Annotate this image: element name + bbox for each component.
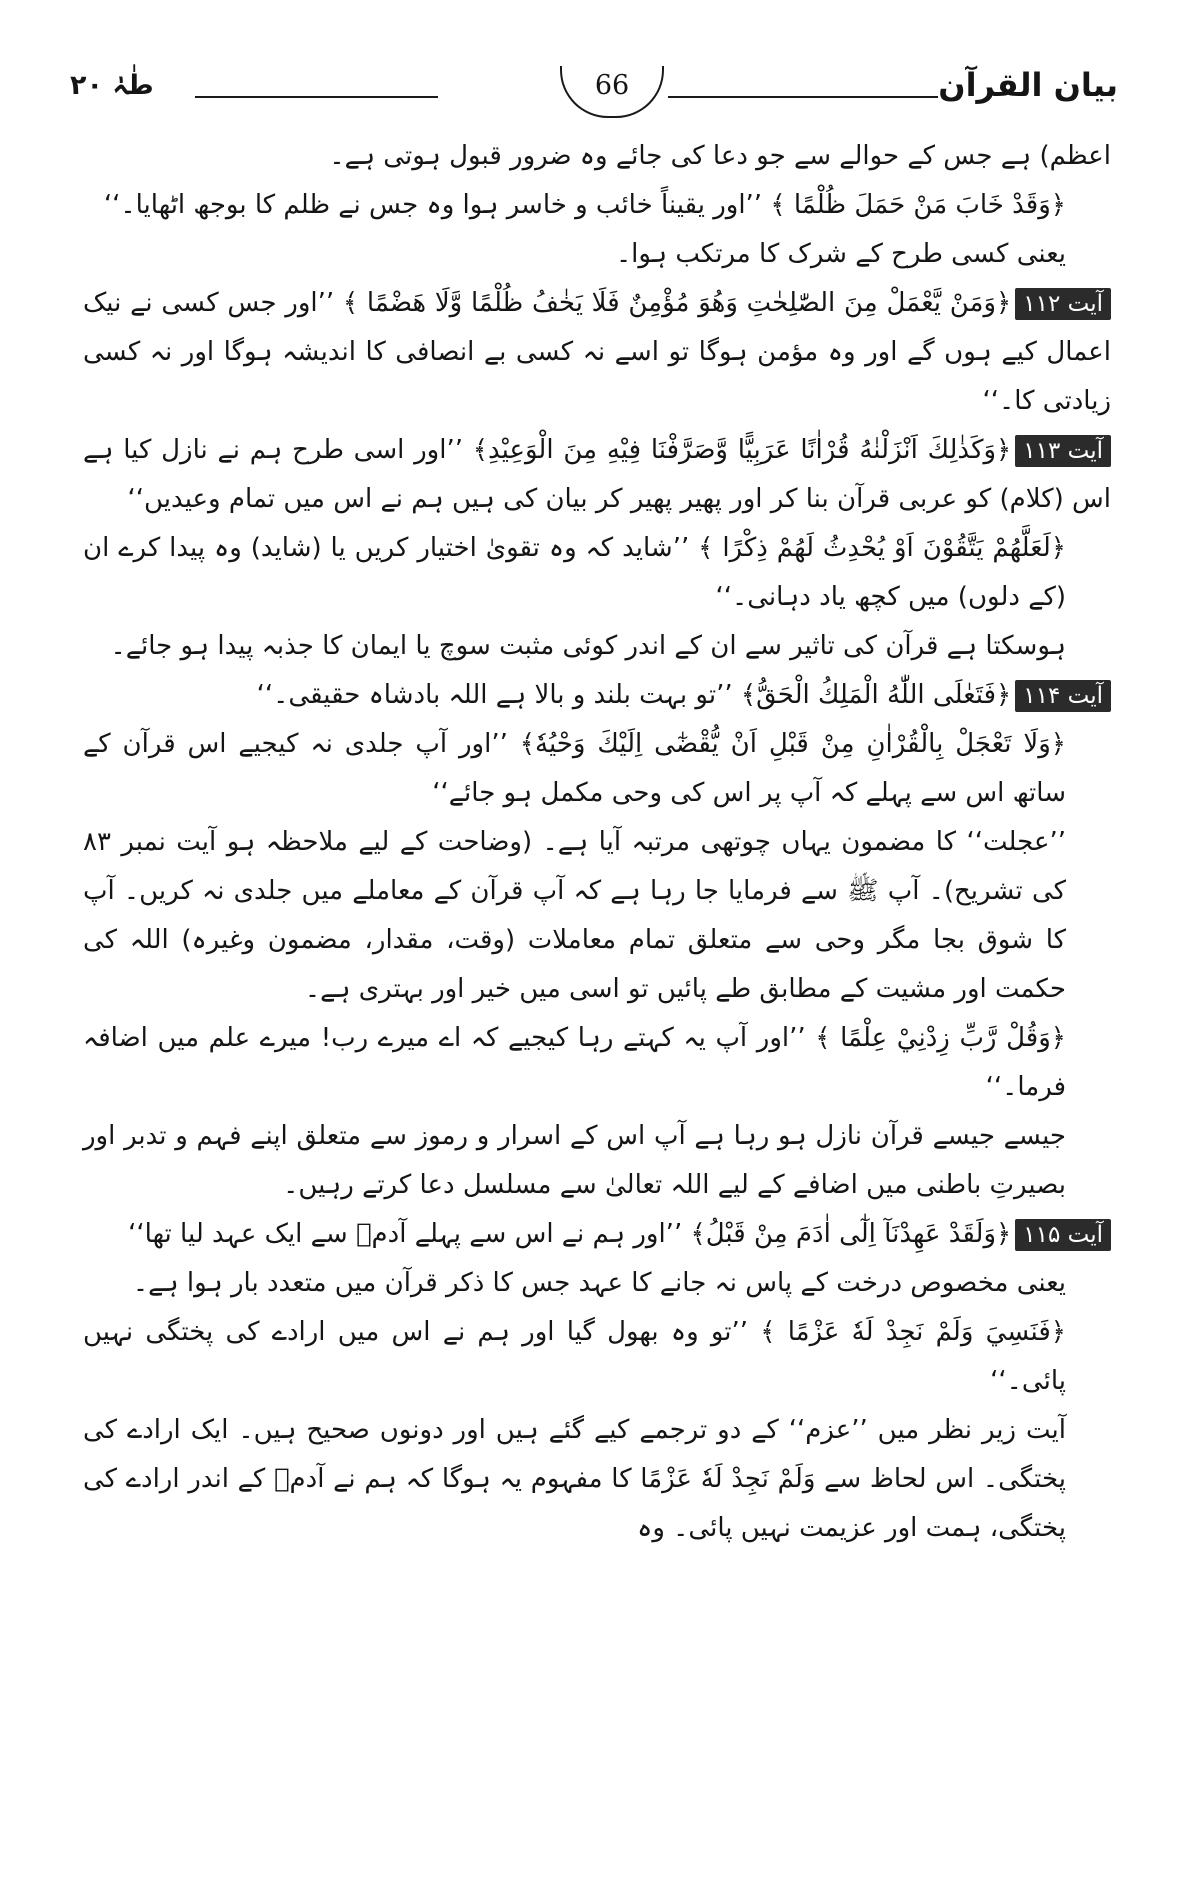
ayah-number-tag: آیت ۱۱۲ bbox=[1015, 288, 1111, 320]
text-line: جیسے جیسے قرآن نازل ہو رہا ہے آپ اس کے اسرار و رموز سے متعلق اپنے فہم و تدبر اور بصیرتِ باطنی میں اضافے کے لیے اللہ تعالیٰ سے مسلسل دعا کرتے رہیں۔ bbox=[83, 1121, 1066, 1200]
text-line: یعنی مخصوص درخت کے پاس نہ جانے کا عہد جس کا ذکر قرآن میں متعدد بار ہوا ہے۔ bbox=[132, 1268, 1066, 1298]
text-line: ہوسکتا ہے قرآن کی تاثیر سے ان کے اندر کوئی مثبت سوچ یا ایمان کا جذبہ پیدا ہو جائے۔ bbox=[110, 631, 1066, 661]
text-line: ﴿وَقَدْ خَابَ مَنْ حَمَلَ ظُلْمًا ﴾ ’’اور یقیناً خائب و خاسر ہوا وہ جس نے ظلم کا بوجھ اٹھایا۔‘‘ bbox=[103, 190, 1066, 220]
text-line: یعنی کسی طرح کے شرک کا مرتکب ہوا۔ bbox=[615, 239, 1066, 269]
text-line: ﴿وَلَا تَعْجَلْ بِالْقُرْاٰنِ مِنْ قَبْلِ اَنْ يُّقْضٰٓى اِلَيْكَ وَحْيُهٗ﴾ ’’اور آپ جلدی نہ کیجیے اس قرآن کے ساتھ اس سے پہلے کہ آپ پر اس کی وحی مکمل ہو جائے‘‘ bbox=[83, 729, 1066, 808]
ayah-number-tag: آیت ۱۱۵ bbox=[1015, 1219, 1111, 1251]
ayah-text: ﴿وَكَذٰلِكَ اَنْزَلْنٰهُ قُرْاٰنًا عَرَبِيًّا وَّصَرَّفْنَا فِيْهِ مِنَ الْوَعِيْدِ﴾ ’’اور اسی طرح ہم نے نازل کیا ہے اس (کلام) کو عربی قرآن بنا کر اور پھیر پھیر کر بیان کی ہیں ہم نے اس میں تمام وعیدیں‘‘ bbox=[83, 435, 1111, 514]
text-line: ﴿لَعَلَّهُمْ يَتَّقُوْنَ اَوْ يُحْدِثُ لَهُمْ ذِكْرًا ﴾ ’’شاید کہ وہ تقویٰ اختیار کریں یا (شاید) وہ پیدا کرے ان (کے دلوں) میں کچھ یاد دہانی۔‘‘ bbox=[83, 533, 1066, 612]
juz-label: طٰہٰ ۲۰ bbox=[70, 70, 154, 101]
ayah-paragraph bbox=[83, 426, 1111, 524]
text-line: آیت زیر نظر میں ’’عزم‘‘ کے دو ترجمے کیے گئے ہیں اور دونوں صحیح ہیں۔ ایک ارادے کی پختگی۔ اس لحاظ سے وَلَمْ نَجِدْ لَهٗ عَزْمًا کا مفہوم یہ ہوگا کہ ہم نے آدمؑ کے اندر ارادے کی پختگی، ہمت اور عزیمت نہیں پائی۔ وہ bbox=[83, 1415, 1066, 1543]
header-rule-right bbox=[668, 96, 938, 98]
ayah-paragraph bbox=[83, 671, 1111, 720]
page-body bbox=[83, 132, 1111, 1553]
page-number: 66 bbox=[560, 66, 664, 118]
ayah-number-tag: آیت ۱۱۴ bbox=[1015, 680, 1111, 712]
text-line: ﴿فَنَسِيَ وَلَمْ نَجِدْ لَهٗ عَزْمًا ﴾ ’’تو وہ بھول گیا اور ہم نے اس میں ارادے کی پختگی نہیں پائی۔‘‘ bbox=[83, 1317, 1066, 1396]
ayah-text: ﴿فَتَعٰلَى اللّٰهُ الْمَلِكُ الْحَقُّ﴾ ’’تو بہت بلند و بالا ہے اللہ بادشاہ حقیقی۔‘‘ bbox=[256, 680, 1012, 710]
ayah-text: ﴿وَمَنْ يَّعْمَلْ مِنَ الصّٰلِحٰتِ وَهُوَ مُؤْمِنٌ فَلَا يَخٰفُ ظُلْمًا وَّلَا هَضْمًا ﴾ ’’اور جس کسی نے نیک اعمال کیے ہوں گے اور وہ مؤمن ہوگا تو اسے نہ کسی بے انصافی کا اندیشہ ہوگا اور نہ کسی زیادتی کا۔‘‘ bbox=[83, 288, 1111, 416]
text-line: ’’عجلت‘‘ کا مضمون یہاں چوتھی مرتبہ آیا ہے۔ (وضاحت کے لیے ملاحظہ ہو آیت نمبر ۸۳ کی تشریح)۔ آپ ﷺ سے فرمایا جا رہا ہے کہ آپ قرآن کے معاملے میں جلدی نہ کریں۔ آپ کا شوق بجا مگر وحی سے متعلق تمام معاملات (وقت، مقدار، مضمون وغیرہ) اللہ کی حکمت اور مشیت کے مطابق طے پائیں تو اسی میں خیر اور بہتری ہے۔ bbox=[83, 827, 1066, 1004]
header-rule-left bbox=[195, 96, 438, 98]
ayah-paragraph bbox=[83, 1210, 1111, 1259]
book-title: بیان القرآن bbox=[938, 66, 1118, 104]
ayah-number-tag: آیت ۱۱۳ bbox=[1015, 435, 1111, 467]
ayah-text: ﴿وَلَقَدْ عَهِدْنَآ اِلٰٓى اٰدَمَ مِنْ قَبْلُ﴾ ’’اور ہم نے اس سے پہلے آدمؑ سے ایک عہد لیا تھا‘‘ bbox=[128, 1219, 1012, 1249]
ayah-paragraph bbox=[83, 279, 1111, 426]
page-header bbox=[70, 62, 1118, 122]
text-line: ﴿وَقُلْ رَّبِّ زِدْنِيْ عِلْمًا ﴾ ’’اور آپ یہ کہتے رہا کیجیے کہ اے میرے رب! میرے علم میں اضافہ فرما۔‘‘ bbox=[83, 1023, 1066, 1102]
text-line: اعظم) ہے جس کے حوالے سے جو دعا کی جائے وہ ضرور قبول ہوتی ہے۔ bbox=[329, 141, 1111, 171]
